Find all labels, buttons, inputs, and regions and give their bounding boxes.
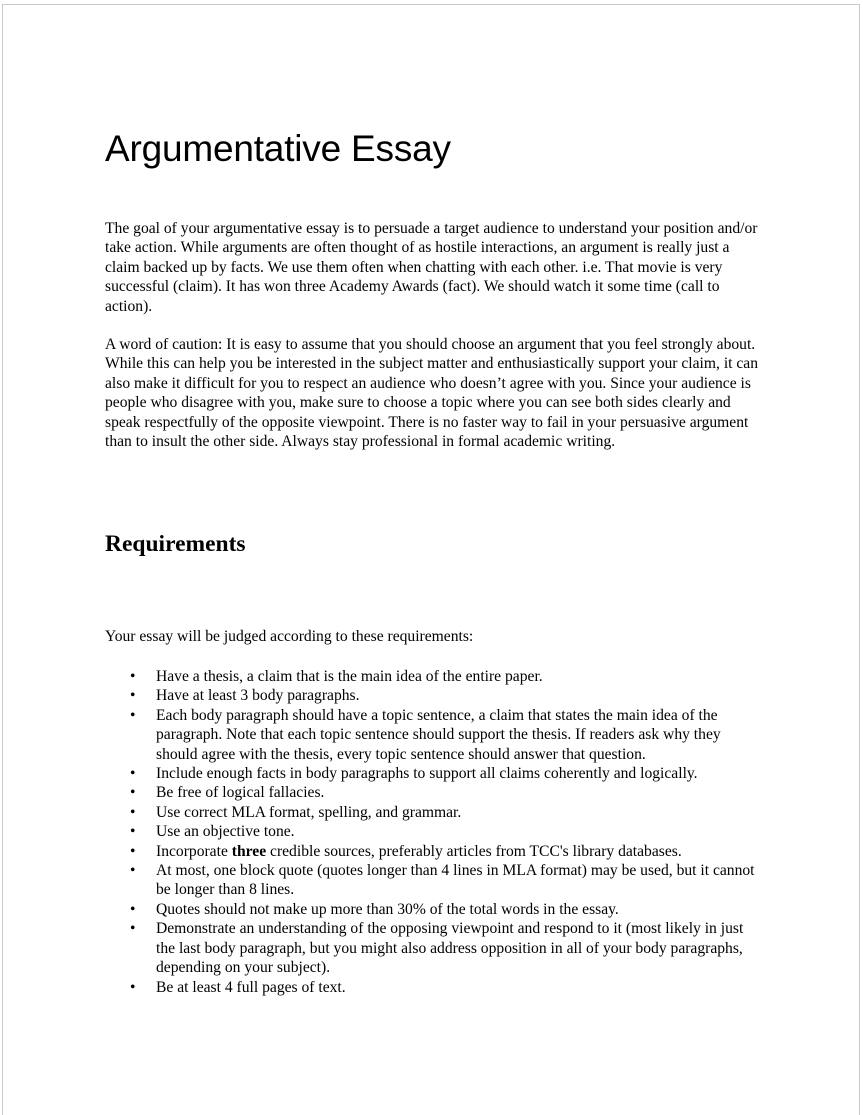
- requirement-item: [105, 667, 765, 686]
- requirement-emphasis: three: [231, 842, 267, 860]
- bullet-icon: •: [130, 900, 136, 918]
- bullet-icon: •: [130, 668, 136, 685]
- requirement-text-before: Incorporate: [156, 842, 232, 860]
- bullet-icon: •: [130, 842, 136, 860]
- requirement-item: [105, 686, 765, 705]
- caution-paragraph: A word of caution: It is easy to assume that you should choose an argument that you feel strongly about. While this can help you be interested in the subject matter and enthusiastically support your claim, it can also make it difficult for you to respect an audience who doesn’t agree with you. Since your audience is people who disagree with you, make sure to choose a topic where you can see both sides clearly and speak respectfully of the opposite viewpoint. There is no faster way to fail in your persuasive argument than to insult the other side. Always stay professional in formal academic writing.: [105, 336, 759, 451]
- bullet-icon: •: [130, 706, 136, 724]
- requirement-item: [105, 822, 765, 841]
- requirement-text: Have a thesis, a claim that is the main idea of the entire paper.: [156, 668, 543, 685]
- requirement-item: [105, 783, 765, 802]
- requirement-text: Have at least 3 body paragraphs.: [156, 687, 360, 705]
- requirement-text: Include enough facts in body paragraphs to support all claims coherently and logically.: [156, 765, 698, 783]
- requirement-text: Quotes should not make up more than 30% of the total words in the essay.: [156, 900, 619, 918]
- bullet-icon: •: [130, 784, 136, 802]
- requirement-text: At most, one block quote (quotes longer than 4 lines in MLA format) may be used, but it cannot be longer than 8 lines.: [156, 862, 755, 899]
- requirement-text: Be at least 4 full pages of text.: [156, 978, 346, 996]
- requirement-text: Demonstrate an understanding of the opposing viewpoint and respond to it (most likely in just the last body paragraph, but you might also address opposition in all of your body paragraphs, depending on your subject).: [156, 920, 744, 977]
- intro-paragraph: The goal of your argumentative essay is to persuade a target audience to understand your position and/or take action. While arguments are often thought of as hostile interactions, an argument is really just a claim backed up by facts. We use them often when chatting with each other. i.e. That movie is very successful (claim). It has won three Academy Awards (fact). We should watch it some time (call to action).: [105, 220, 758, 315]
- requirement-text: Be free of logical fallacies.: [156, 784, 325, 802]
- requirement-item: [105, 803, 765, 822]
- requirements-intro: Your essay will be judged according to these requirements:: [105, 628, 474, 645]
- requirement-text: Use correct MLA format, spelling, and grammar.: [156, 803, 462, 821]
- requirement-item: [105, 842, 765, 861]
- document-page: [2, 4, 860, 1115]
- requirements-heading: Requirements: [105, 531, 246, 557]
- bullet-icon: •: [130, 823, 136, 841]
- bullet-icon: •: [130, 803, 136, 821]
- requirement-item: [105, 764, 765, 783]
- requirement-item: [105, 861, 765, 900]
- requirement-item: [105, 706, 765, 764]
- requirement-item: [105, 919, 765, 977]
- requirement-text: Each body paragraph should have a topic sentence, a claim that states the main idea of the paragraph. Note that each topic sentence should support the thesis. If readers ask why they should agree with the thesis, every topic sentence should answer that question.: [156, 706, 721, 763]
- requirement-item: [105, 978, 765, 997]
- requirements-list: [105, 667, 765, 997]
- bullet-icon: •: [130, 978, 136, 996]
- bullet-icon: •: [130, 920, 136, 938]
- requirement-item: [105, 900, 765, 919]
- requirement-text-after: credible sources, preferably articles from TCC's library databases.: [266, 842, 682, 860]
- bullet-icon: •: [130, 862, 136, 880]
- bullet-icon: •: [130, 687, 136, 705]
- document-title: Argumentative Essay: [105, 128, 451, 169]
- bullet-icon: •: [130, 765, 136, 783]
- requirement-text: Use an objective tone.: [156, 823, 295, 841]
